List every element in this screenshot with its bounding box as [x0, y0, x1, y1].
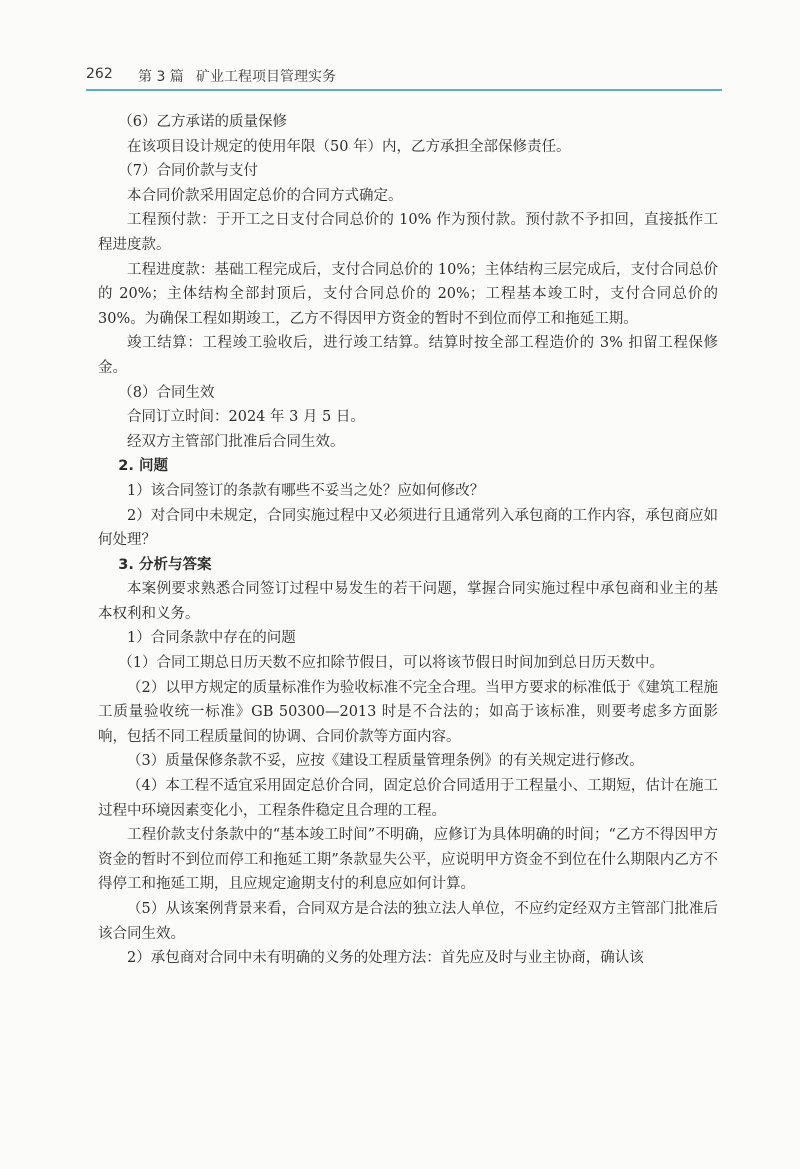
- page-body: [98, 110, 718, 971]
- paragraph: 本合同价款采用固定总价的合同方式确定。: [127, 187, 403, 204]
- book-section-title: 矿业工程项目管理实务: [196, 69, 336, 85]
- paragraph: 工程进度款：基础工程完成后，支付合同总价的 10%；主体结构三层完成后，支付合同总价的 20%；主体结构全部封顶后，支付合同总价的 20%；工程基本竣工时，支付合同总价的 30%。为确保工程如期竣工，乙方不得因甲方资金的暂时不到位而停工和拖延工期。: [98, 261, 718, 327]
- answer-item: （3）质量保修条款不妥，应按《建设工程质量管理条例》的有关规定进行修改。: [127, 753, 644, 770]
- part-label: 第 3 篇: [138, 69, 184, 85]
- answer-item: （2）以甲方规定的质量标准作为验收标准不完全合理。当甲方要求的标准低于《建筑工程施工质量验收统一标准》GB 50300—2013 时是不合法的；如高于该标准，则要考虑多方面影响，包括不同工程质量间的协调、合同价款等方面内容。: [98, 679, 718, 745]
- question-item: 2）对合同中未规定，合同实施过程中又必须进行且通常列入承包商的工作内容，承包商应如何处理？: [98, 507, 718, 549]
- paragraph: 工程预付款：于开工之日支付合同总价的 10% 作为预付款。预付款不予扣回，直接抵作工程进度款。: [98, 212, 718, 253]
- answer-item: （1）合同工期总日历天数不应扣除节假日，可以将该节假日时间加到总日历天数中。: [118, 655, 665, 672]
- paragraph: 在该项目设计规定的使用年限（50 年）内，乙方承担全部保修责任。: [127, 138, 571, 155]
- answer-item: （5）从该案例背景来看，合同双方是合法的独立法人单位，不应约定经双方主管部门批准后该合同生效。: [98, 901, 718, 942]
- section-heading-analysis: 3. 分析与答案: [118, 556, 212, 573]
- header-divider: [86, 89, 722, 91]
- paragraph: 工程价款支付条款中的“基本竣工时间”不明确，应修订为具体明确的时间；“乙方不得因甲方资金的暂时不到位而停工和拖延工期”条款显失公平，应说明甲方资金不到位在什么期限内乙方不得停工和拖延工期，且应规定逾期支付的利息应如何计算。: [98, 827, 718, 893]
- paragraph: 本案例要求熟悉合同签订过程中易发生的若干问题，掌握合同实施过程中承包商和业主的基本权利和义务。: [98, 581, 718, 622]
- question-item: 1）该合同签订的条款有哪些不妥当之处？应如何修改？: [127, 482, 485, 499]
- answer-item: （4）本工程不适宜采用固定总价合同，固定总价合同适用于工程量小、工期短，估计在施工过程中环境因素变化小，工程条件稳定且合理的工程。: [98, 778, 718, 819]
- subheading-contract-price: （7）合同价款与支付: [118, 163, 259, 180]
- paragraph: 竣工结算：工程竣工验收后，进行竣工结算。结算时按全部工程造价的 3% 扣留工程保修金。: [98, 335, 718, 376]
- page-number: 262: [86, 66, 113, 82]
- paragraph: 经双方主管部门批准后合同生效。: [127, 433, 345, 450]
- subheading-contract-effect: （8）合同生效: [118, 384, 215, 401]
- page-header: [86, 66, 722, 90]
- subheading-quality-warranty: （6）乙方承诺的质量保修: [118, 114, 288, 130]
- paragraph: 2）承包商对合同中未有明确的义务的处理方法：首先应及时与业主协商，确认该: [127, 950, 644, 967]
- paragraph: 1）合同条款中存在的问题: [127, 630, 296, 647]
- section-heading-questions: 2. 问题: [118, 458, 168, 475]
- paragraph: 合同订立时间：2024 年 3 月 5 日。: [127, 409, 365, 426]
